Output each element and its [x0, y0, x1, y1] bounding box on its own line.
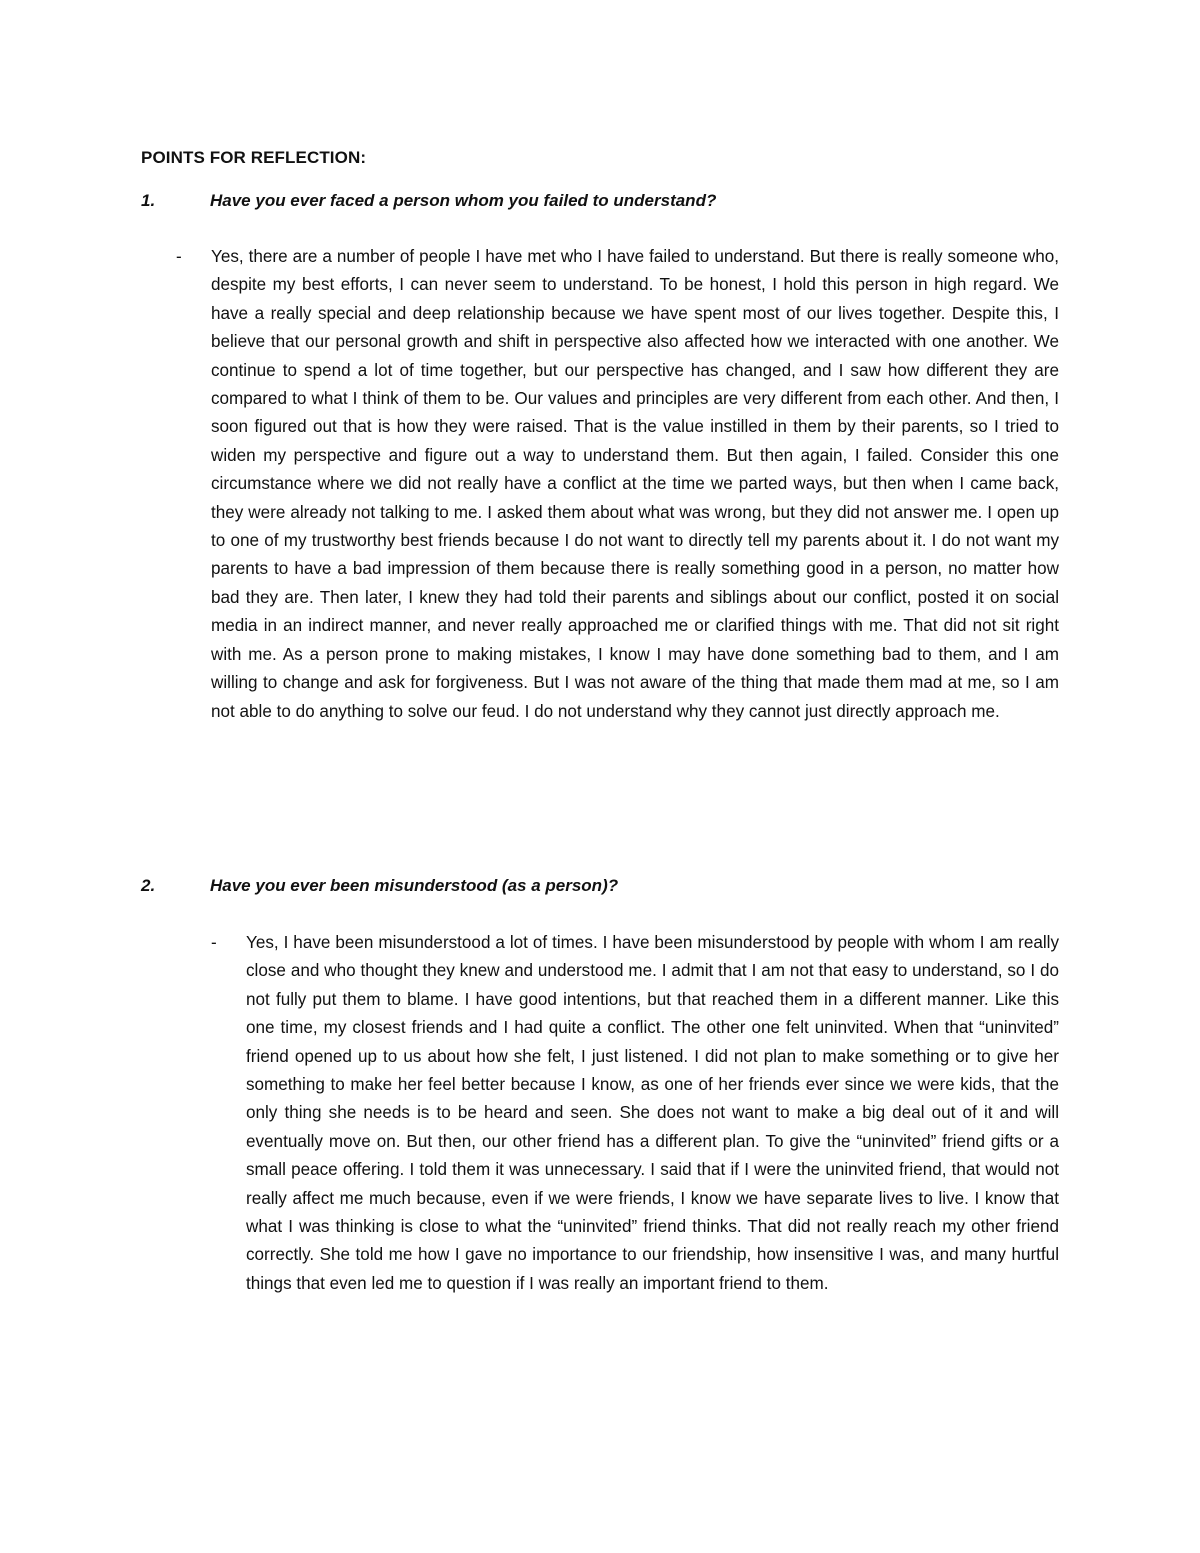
answer-2 [211, 929, 1059, 1298]
question-1 [141, 189, 716, 213]
section-heading: POINTS FOR REFLECTION: [141, 148, 367, 167]
question-1-text: Have you ever faced a person whom you failed to understand? [210, 191, 717, 210]
answer-1-bullet: - [176, 247, 182, 266]
answer-1-text: Yes, there are a number of people I have met who I have failed to understand. But there is really someone who, despite my best efforts, I can never seem to understand. To be honest, I hold this person in high regard. We have a really special and deep relationship because we have spent most of our lives together. Despite this, I believe that our personal growth and shift in perspective also affected how we interacted with one another. We continue to spend a lot of time together, but our perspective has changed, and I saw how different they are compared to what I think of them to be. Our values and principles are very different from each other. And then, I soon figured out that is how they were raised. That is the value instilled in them by their parents, so I tried to widen my perspective and figure out a way to understand them. But then again, I failed. Consider this one circumstance where we did not really have a conflict at the time we parted ways, but then when I came back, they were already not talking to me. I asked them about what was wrong, but they did not answer me. I open up to one of my trustworthy best friends because I do not want to directly tell my parents about it. I do not want my parents to have a bad impression of them because there is really something good in a person, no matter how bad they are. Then later, I knew they had told their parents and siblings about our conflict, posted it on social media in an indirect manner, and never really approached me or clarified things with me. That did not sit right with me. As a person prone to making mistakes, I know I may have done something bad to them, and I am willing to change and ask for forgiveness. But I was not aware of the thing that made them mad at me, so I am not able to do anything to solve our feud. I do not understand why they cannot just directly approach me. [211, 247, 1059, 721]
question-1-number: 1. [141, 191, 156, 210]
question-2 [141, 874, 618, 898]
answer-2-text: Yes, I have been misunderstood a lot of times. I have been misunderstood by people with whom I am really close and who thought they knew and understood me. I admit that I am not that easy to understand, so I do not fully put them to blame. I have good intentions, but that reached them in a different manner. Like this one time, my closest friends and I had quite a conflict. The other one felt uninvited. When that “uninvited” friend opened up to us about how she felt, I just listened. I did not plan to make something or to give her something to make her feel better because I know, as one of her friends ever since we were kids, that the only thing she needs is to be heard and seen. She does not want to make a big deal out of it and will eventually move on. But then, our other friend has a different plan. To give the “uninvited” friend gifts or a small peace offering. I told them it was unnecessary. I said that if I were the uninvited friend, that would not really affect me much because, even if we were friends, I know we have separate lives to live. I know that what I was thinking is close to what the “uninvited” friend thinks. That did not really reach my other friend correctly. She told me how I gave no importance to our friendship, how insensitive I was, and many hurtful things that even led me to question if I was really an important friend to them. [246, 933, 1059, 1293]
answer-2-bullet: - [211, 933, 217, 952]
question-2-number: 2. [141, 876, 156, 895]
answer-1 [176, 243, 1059, 726]
question-2-text: Have you ever been misunderstood (as a person)? [210, 876, 619, 895]
